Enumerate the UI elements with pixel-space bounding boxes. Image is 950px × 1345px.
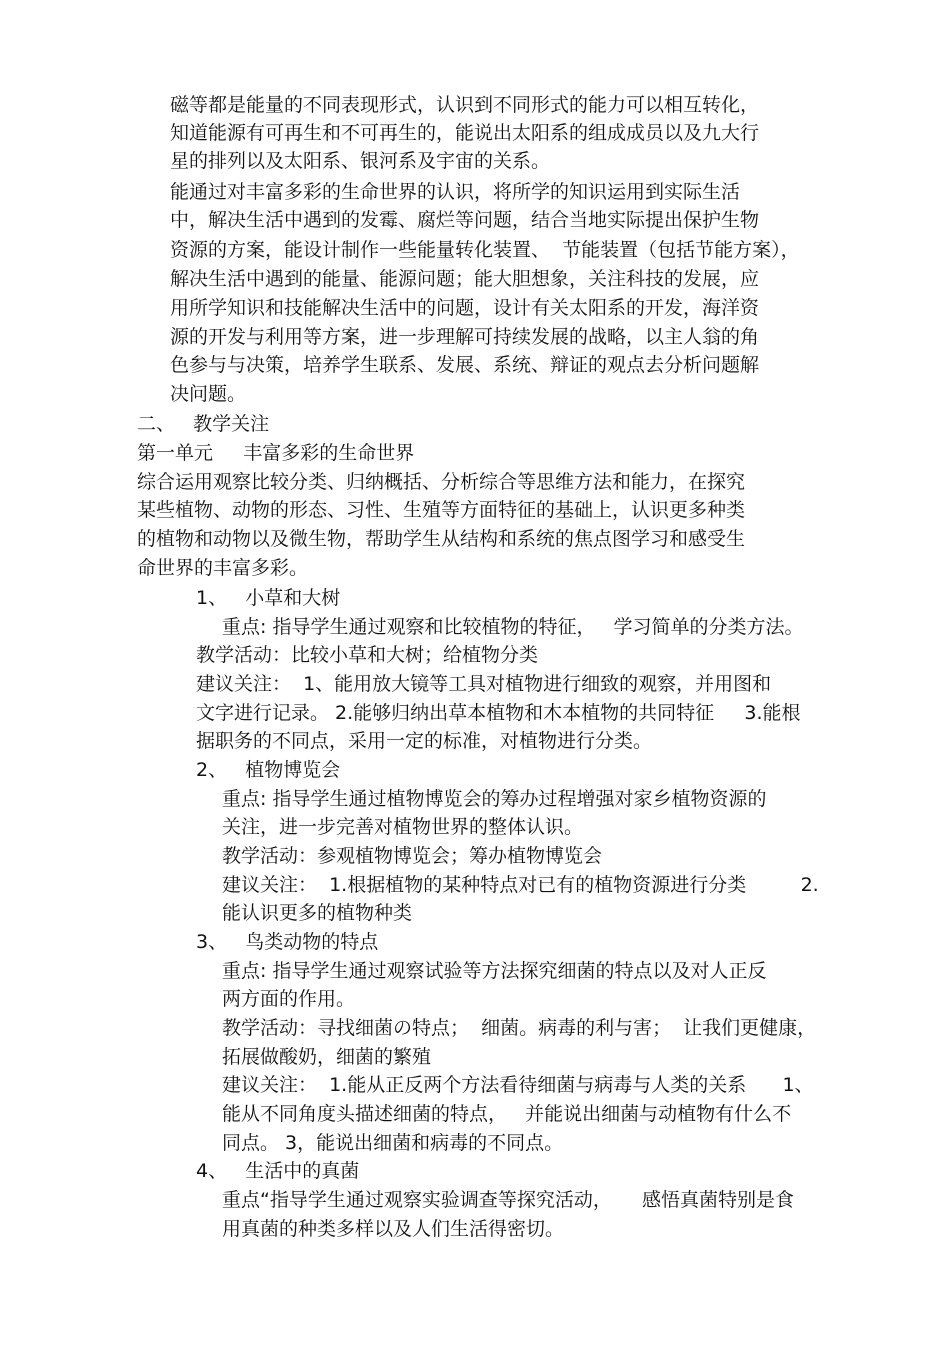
intro-p2-line-3: 资源的方案，能设计制作一些能量转化装置、 节能装置（包括节能方案）， [170,239,800,261]
lesson-2-focus-line-1: 重点: 指导学生通过植物博览会的筹办过程增强对家乡植物资源的 [222,788,767,810]
intro-p2-line-1: 能通过对丰富多彩的生命世界的认识，将所学的知识运用到实际生活 [170,181,741,203]
lesson-1-advice-line-2: 文字进行记录。 2.能够归纳出草本植物和木本植物的共同特征 3.能根 [196,702,801,724]
intro-p2-line-2: 中，解决生活中遇到的发霉、腐烂等问题，结合当地实际提出保护生物 [170,209,760,231]
lesson-3-focus-line-1: 重点: 指导学生通过观察试验等方法探究细菌的特点以及对人正反 [222,960,767,982]
lesson-4-focus-line-2: 用真菌的种类多样以及人们生活得密切。 [222,1218,565,1240]
lesson-3-advice-line-3: 同点。 3，能说出细菌和病毒的不同点。 [222,1132,564,1154]
lesson-1-focus: 重点: 指导学生通过观察和比较植物的特征， 学习简单的分类方法。 [222,616,804,638]
lesson-4-title: 4、 生活中的真菌 [196,1160,360,1182]
lesson-2-title: 2、 植物博览会 [196,759,341,781]
intro-p2-line-4: 解决生活中遇到的能量、能源问题；能大胆想象，关注科技的发展，应 [170,268,760,290]
unit-intro-line-4: 命世界的丰富多彩。 [137,557,309,579]
lesson-1-activity: 教学活动：比较小草和大树；给植物分类 [196,644,539,666]
intro-p2-line-5: 用所学知识和技能解决生活中的问题，设计有关太阳系的开发，海洋资 [170,297,760,319]
lesson-2-focus-line-2: 关注，进一步完善对植物世界的整体认识。 [222,816,584,838]
unit-heading: 第一单元 丰富多彩的生命世界 [137,442,415,464]
lesson-2-advice-line-2: 能认识更多的植物种类 [222,902,413,924]
unit-intro-line-1: 综合运用观察比较分类、归纳概括、分析综合等思维方法和能力，在探究 [137,471,746,493]
lesson-3-activity-line-1: 教学活动：寻找细菌の特点； 细菌。病毒的利与害； 让我们更健康， [222,1017,817,1039]
intro-p1-line-2: 知道能源有可再生和不可再生的，能说出太阳系的组成成员以及九大行 [170,122,760,144]
intro-p1-line-3: 星的排列以及太阳系、银河系及宇宙的关系。 [170,150,551,172]
lesson-1-title: 1、 小草和大树 [196,587,341,609]
intro-p2-line-6: 源的开发与利用等方案，进一步理解可持续发展的战略，以主人翁的角 [170,326,760,348]
intro-p1-line-1: 磁等都是能量的不同表现形式，认识到不同形式的能力可以相互转化， [170,94,760,116]
intro-p2-line-7: 色参与与决策，培养学生联系、发展、系统、辩证的观点去分析问题解 [170,354,760,376]
unit-intro-line-3: 的植物和动物以及微生物，帮助学生从结构和系统的焦点图学习和感受生 [137,528,746,550]
intro-p2-line-8: 决问题。 [170,383,247,405]
unit-intro-line-2: 某些植物、动物的形态、习性、生殖等方面特征的基础上，认识更多种类 [137,499,746,521]
lesson-2-activity: 教学活动：参观植物博览会；筹办植物博览会 [222,845,603,867]
lesson-3-advice-line-1: 建议关注： 1.能从正反两个方法看待细菌与病毒与人类的关系 1、 [222,1074,814,1096]
lesson-3-advice-line-2: 能从不同角度头描述细菌的特点， 并能说出细菌与动植物有什么不 [222,1103,792,1125]
lesson-1-advice-line-1: 建议关注： 1、能用放大镜等工具对植物进行细致的观察，并用图和 [196,673,772,695]
lesson-4-focus-line-1: 重点“指导学生通过观察实验调查等探究活动， 感悟真菌特别是食 [222,1189,795,1211]
lesson-1-advice-line-3: 据职务的不同点，采用一定的标准，对植物进行分类。 [196,730,653,752]
lesson-3-activity-line-2: 拓展做酸奶，细菌的繁殖 [222,1046,432,1068]
lesson-2-advice-line-1: 建议关注： 1.根据植物的某种特点对已有的植物资源进行分类 2. [222,874,819,896]
lesson-3-title: 3、 鸟类动物的特点 [196,931,379,953]
section-heading: 二、 教学关注 [137,413,270,435]
lesson-3-focus-line-2: 两方面的作用。 [222,988,356,1010]
